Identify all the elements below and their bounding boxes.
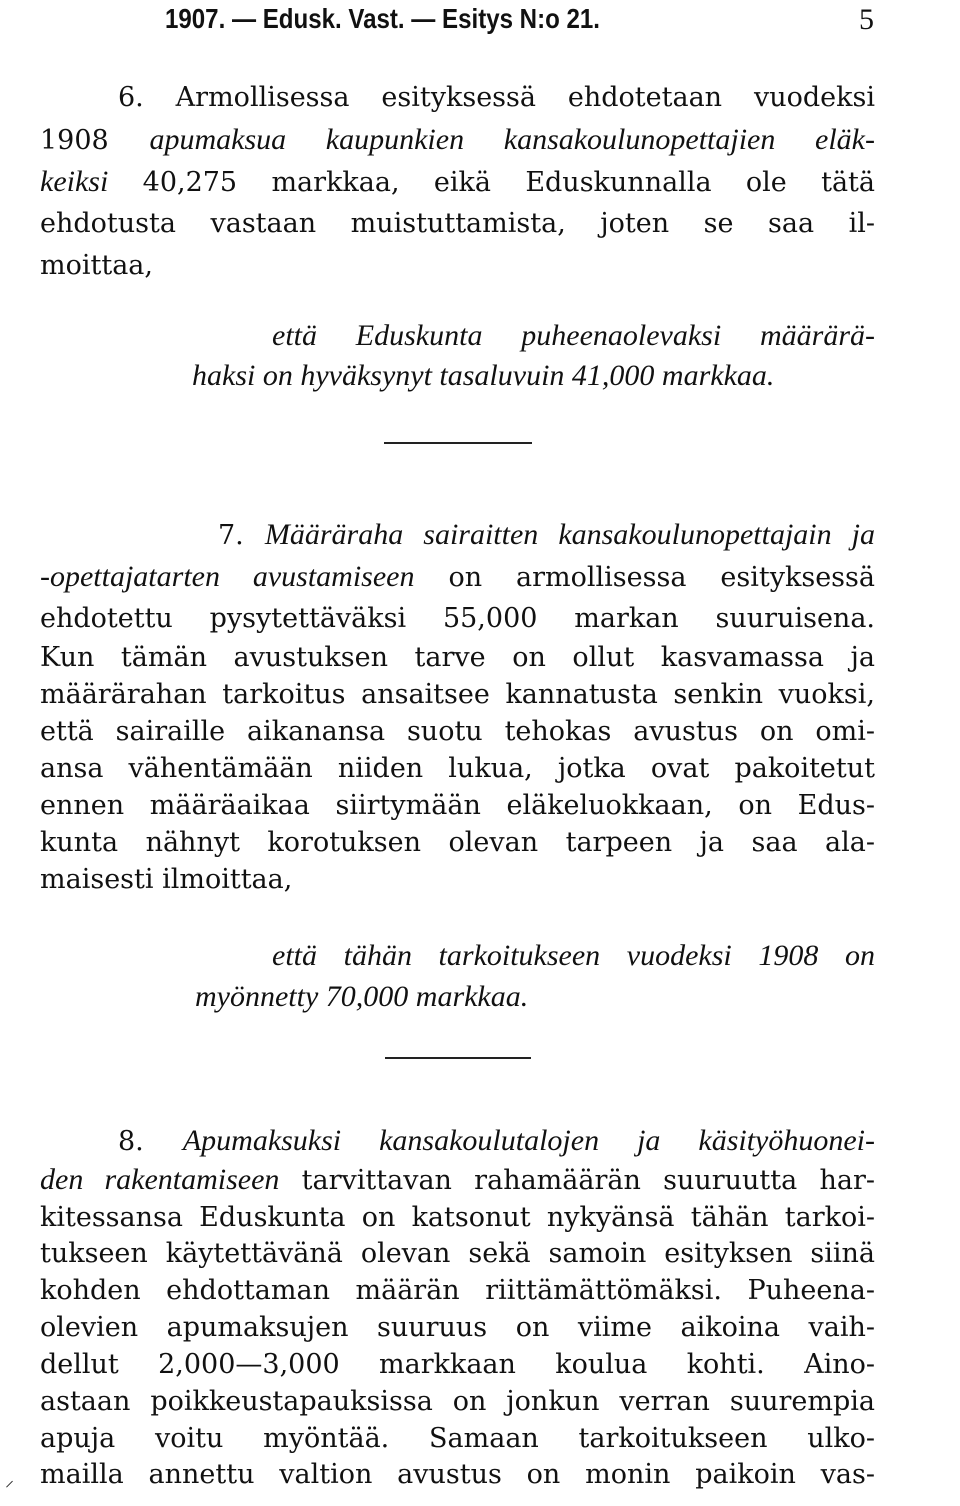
- section-divider: [384, 442, 532, 444]
- paragraph-line: [40, 675, 875, 715]
- page-header: [0, 3, 960, 43]
- italic-run: Määräraha sairaitten kansakoulunopettajain ja: [264, 518, 875, 551]
- text-run: ansa vähentämään niiden lukua, jotka ovat pakoitetut: [40, 753, 875, 784]
- section-divider: [385, 1057, 531, 1059]
- paragraph-line: [40, 204, 875, 244]
- italic-run: keiksi: [40, 165, 109, 198]
- italic-run: apumaksua kaupunkien kansakoulunopettajien eläk-: [149, 123, 875, 156]
- paragraph-line: [40, 1234, 875, 1274]
- text-run: 8.: [118, 1126, 183, 1157]
- text-run: kunta nähnyt korotuksen olevan tarpeen ja saa ala-: [40, 827, 875, 858]
- paragraph-line: [40, 78, 875, 118]
- text-run: tukseen käytettävänä olevan sekä samoin esityksen siinä: [40, 1238, 875, 1269]
- italic-run: den rakentamiseen: [40, 1163, 280, 1196]
- paragraph-line: [40, 860, 875, 900]
- text-run: kitessansa Eduskunta on katsonut nykyänsä tähän tarkoi-: [40, 1202, 875, 1233]
- text-run: Kun tämän avustuksen tarve on ollut kasvamassa ja: [40, 642, 875, 673]
- text-run: kohden ehdottaman määrän riittämättömäksi. Puheena-: [40, 1275, 875, 1306]
- paragraph-line: [40, 1455, 875, 1495]
- text-run: dellut 2,000—3,000 markkaan koulua kohti. Aino-: [40, 1349, 875, 1380]
- resolution-line: [40, 356, 875, 396]
- text-run: maisesti ilmoittaa,: [40, 864, 293, 895]
- running-title: 1907. — Edusk. Vast. — Esitys N:o 21.: [165, 3, 600, 34]
- text-run: mailla annettu valtion avustus on monin paikoin vas-: [40, 1459, 875, 1490]
- paragraph-line: [40, 1308, 875, 1348]
- paragraph-line: [40, 1345, 875, 1385]
- paragraph-line: [40, 1271, 875, 1311]
- page-number: 5: [859, 3, 874, 36]
- text-run: 7.: [218, 520, 265, 551]
- text-run: on armollisessa esityksessä: [414, 562, 875, 593]
- paragraph-line: [40, 515, 875, 555]
- text-run: olevien apumaksujen suuruus on viime aikoina vaih-: [40, 1312, 875, 1343]
- paragraph-line: [40, 638, 875, 678]
- resolution-line: [40, 977, 875, 1017]
- paragraph-line: [40, 120, 875, 160]
- italic-run: -opettajatarten avustamiseen: [40, 560, 415, 593]
- text-run: apuja voitu myöntää. Samaan tarkoitukseen ulko-: [40, 1423, 875, 1454]
- text-run: määrärahan tarkoitus ansaitsee kannatusta senkin vuoksi,: [40, 679, 875, 710]
- resolution-line: [40, 936, 875, 976]
- paragraph-line: [40, 1382, 875, 1422]
- paragraph-line: [40, 557, 875, 597]
- paragraph-line: [40, 1160, 875, 1200]
- paragraph-line: [40, 823, 875, 863]
- italic-run: myönnetty 70,000 markkaa.: [195, 980, 529, 1013]
- text-run: ehdotettu pysytettäväksi 55,000 markan suuruisena.: [40, 603, 875, 634]
- text-run: tarvittavan rahamäärän suuruutta har-: [279, 1165, 875, 1196]
- paragraph-line: [40, 246, 875, 286]
- italic-run: että Eduskunta puheenaolevaksi määrärä-: [272, 319, 875, 352]
- paragraph-line: [40, 786, 875, 826]
- paragraph-line: [40, 712, 875, 752]
- italic-run: haksi on hyväksynyt tasaluvuin 41,000 markkaa.: [192, 359, 775, 392]
- text-run: ehdotusta vastaan muistuttamista, joten se saa il-: [40, 208, 875, 239]
- text-run: moittaa,: [40, 250, 153, 281]
- paragraph-line: [40, 1198, 875, 1238]
- text-run: 1908: [40, 125, 150, 156]
- text-run: 40,275 markkaa, eikä Eduskunnalla ole tätä: [108, 167, 875, 198]
- paragraph-line: [40, 749, 875, 789]
- paragraph-line: [40, 1121, 875, 1161]
- resolution-line: [40, 316, 875, 356]
- text-run: ennen määräaikaa siirtymään eläkeluokkaan, on Edus-: [40, 790, 875, 821]
- text-run: astaan poikkeustapauksissa on jonkun verran suurempia: [40, 1386, 875, 1417]
- text-run: 6. Armollisessa esityksessä ehdotetaan vuodeksi: [118, 82, 875, 113]
- italic-run: Apumaksuksi kansakoulutalojen ja käsityöhuonei-: [182, 1124, 875, 1157]
- margin-tick-mark: ⸝: [5, 1470, 14, 1491]
- text-run: että sairaille aikanansa suotu tehokas avustus on omi-: [40, 716, 875, 747]
- paragraph-line: [40, 599, 875, 639]
- paragraph-line: [40, 162, 875, 202]
- italic-run: että tähän tarkoitukseen vuodeksi 1908 on: [272, 939, 875, 972]
- paragraph-line: [40, 1419, 875, 1459]
